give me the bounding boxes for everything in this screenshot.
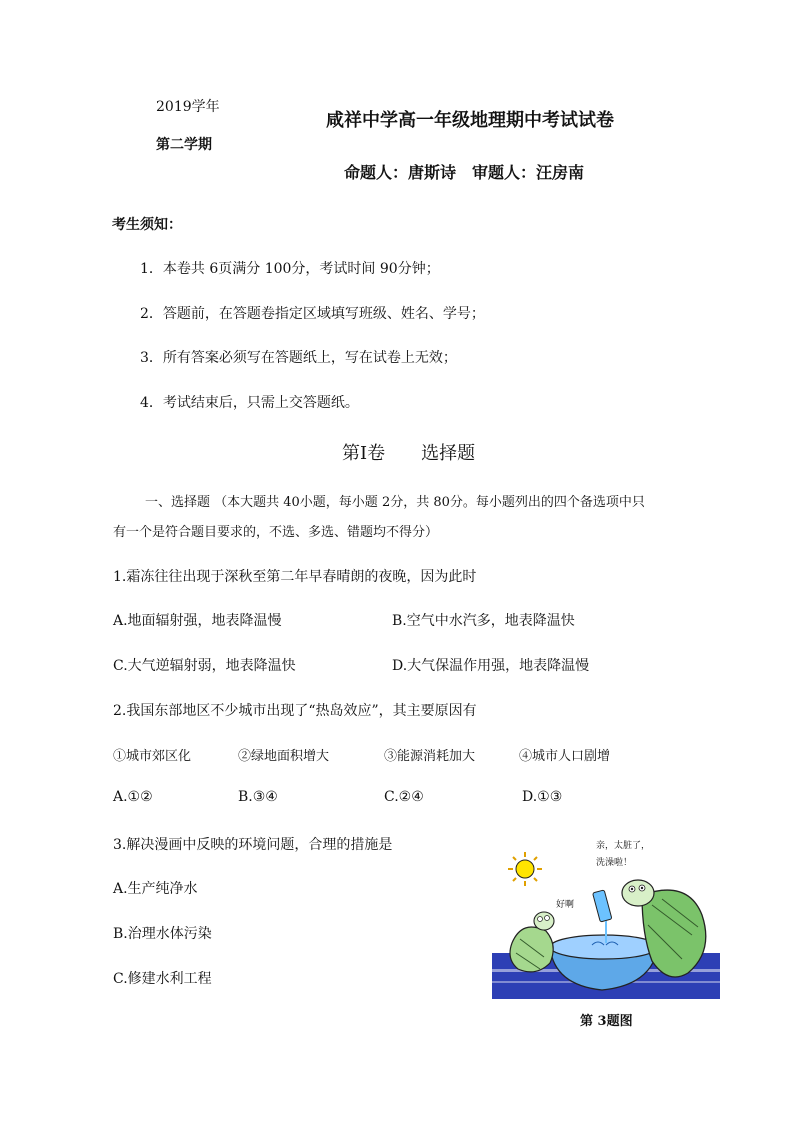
notice-item: 1．本卷共 6页满分 100分，考试时间 90分钟； bbox=[140, 261, 440, 277]
question-2-option-a: A.①② bbox=[113, 789, 153, 805]
question-2-option-b: B.③④ bbox=[238, 789, 278, 805]
notice-item: 4．考试结束后，只需上交答题纸。 bbox=[140, 395, 359, 411]
sun-icon bbox=[508, 852, 542, 886]
section-instruction-cont: 有一个是符合题目要求的，不选、多选、错题均不得分） bbox=[113, 525, 439, 540]
exam-term: 第二学期 bbox=[156, 137, 212, 153]
question-1-option-c: C.大气逆辐射弱，地表降温快 bbox=[113, 658, 296, 674]
question-2-item-3: ③能源消耗加大 bbox=[384, 749, 476, 764]
notice-item: 3．所有答案必须写在答题纸上，写在试卷上无效； bbox=[140, 350, 457, 366]
question-2-item-4: ④城市人口剧增 bbox=[519, 749, 611, 764]
speech-bubble-small: 好啊 bbox=[556, 900, 575, 910]
question-1-option-a: A.地面辐射强，地表降温慢 bbox=[113, 613, 282, 629]
question-3-option-a: A.生产纯净水 bbox=[113, 881, 198, 897]
figure-caption: 第 3题图 bbox=[580, 1014, 633, 1029]
question-1-option-d: D.大气保温作用强，地表降温慢 bbox=[392, 658, 590, 674]
notice-heading: 考生须知： bbox=[112, 217, 182, 233]
question-2-option-c: C.②④ bbox=[384, 789, 424, 805]
section-title: 第Ⅰ卷 选择题 bbox=[342, 443, 476, 464]
question-2-item-2: ②绿地面积增大 bbox=[238, 749, 330, 764]
question-3-option-b: B.治理水体污染 bbox=[113, 926, 212, 942]
page-title: 咸祥中学高一年级地理期中考试试卷 bbox=[326, 110, 614, 131]
notice-item: 2．答题前，在答题卷指定区域填写班级、姓名、学号； bbox=[140, 306, 485, 322]
question-1-option-b: B.空气中水汽多，地表降温快 bbox=[392, 613, 575, 629]
small-turtle bbox=[510, 912, 554, 972]
exam-authors: 命题人：唐斯诗 审题人：汪房南 bbox=[344, 163, 585, 182]
question-1-stem: 1.霜冻往往出现于深秋至第二年早春晴朗的夜晚，因为此时 bbox=[113, 569, 477, 585]
question-3-option-c: C.修建水利工程 bbox=[113, 971, 212, 987]
speech-bubble-line2: 洗澡啦！ bbox=[596, 858, 633, 868]
question-2-option-d: D.①③ bbox=[522, 789, 563, 805]
speech-bubble-line1: 亲，太脏了， bbox=[596, 841, 651, 851]
question-2-stem: 2.我国东部地区不少城市出现了“热岛效应”，其主要原因有 bbox=[113, 703, 477, 719]
section-instruction: 一、选择题 （本大题共 40小题，每小题 2分，共 80分。每小题列出的四个备选项中只 bbox=[145, 495, 645, 510]
exam-year: 2019学年 bbox=[156, 99, 220, 115]
question-2-item-1: ①城市郊区化 bbox=[113, 749, 192, 764]
question-3-stem: 3.解决漫画中反映的环境问题，合理的措施是 bbox=[113, 837, 393, 853]
question-3-cartoon bbox=[492, 835, 720, 1003]
